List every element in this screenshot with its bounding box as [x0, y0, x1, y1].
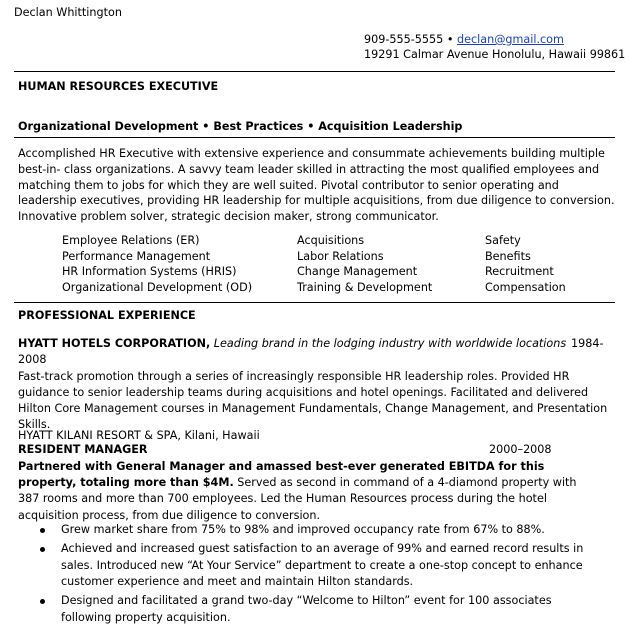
divider [14, 137, 615, 138]
skills-column-1 [62, 233, 252, 295]
bullet-text: Designed and facilitated a grand two-day “Welcome to Hilton” event for 100 associates following property acquisition. [61, 594, 552, 624]
achievement-list [40, 522, 600, 629]
skill-item: Change Management [297, 265, 418, 279]
company-name: HYATT HOTELS CORPORATION, [18, 337, 211, 350]
bullet-icon [40, 599, 45, 604]
bullet-icon [40, 547, 45, 552]
skills-column-2 [297, 233, 432, 295]
candidate-name: Declan Whittington [14, 6, 122, 19]
contact-separator: • [446, 33, 454, 46]
bullet-text: Achieved and increased guest satisfaction to an average of 99% and earned record results in sales. Introduced new “At Your Service” department to create a one-stop concept to enhance customer experience and meet and maintain Hilton standards. [61, 541, 584, 589]
experience-heading: PROFESSIONAL EXPERIENCE [18, 309, 196, 322]
skill-item: Benefits [485, 249, 531, 263]
bullet-icon [40, 528, 45, 533]
company-dates-start: 1984- [571, 337, 604, 350]
list-item [40, 522, 600, 539]
company-description: Leading brand in the lodging industry with worldwide locations [213, 337, 567, 350]
bullet-text: Grew market share from 75% to 98% and improved occupancy rate from 67% to 88%. [61, 523, 545, 536]
role-summary [18, 459, 600, 524]
tagline: Organizational Development • Best Practices • Acquisition Leadership [18, 120, 463, 133]
divider [14, 302, 615, 303]
skills-column-3 [485, 233, 566, 295]
company-summary: Fast-track promotion through a series of increasingly responsible HR leadership roles. Provided HR guidance to senior leadership teams during acquisitions and hotel openings. Facilitated and delivered Hilton Core Management courses in Management Fundamentals, Change Management, and Presentation Skills. [18, 370, 608, 431]
skill-item: Acquisitions [297, 234, 365, 247]
divider [14, 71, 615, 72]
company-dates-end: 2008 [18, 353, 47, 366]
role-summary-text: Served as second in command of a 4-diamond property with 387 rooms and more than 700 employees. Led the Human Resources process during the hotel acquisition process, from due diligence to conversion. [18, 476, 577, 522]
list-item [40, 593, 600, 627]
role-title: RESIDENT MANAGER [18, 443, 148, 456]
skill-item: Employee Relations (ER) [62, 234, 200, 247]
company-line [18, 337, 567, 350]
list-item [40, 541, 600, 591]
contact-line-1 [364, 32, 625, 47]
role-summary-highlight: Partnered with General Manager and amassed best-ever generated EBITDA for this property, totaling more than $4M. [18, 460, 545, 490]
resume-title: HUMAN RESOURCES EXECUTIVE [18, 80, 219, 93]
skill-item: HR Information Systems (HRIS) [62, 265, 237, 279]
summary-paragraph: Accomplished HR Executive with extensive experience and consummate achievements building multiple best-in- class organizations. A savvy team leader skilled in attracting the most qualified employees and matching them to jobs for which they are well suited. Pivotal contributor to senior operating and leadership executives, providing HR leadership for multiple acquisitions, from due diligence to conversion. Innovative problem solver, strategic decision maker, strong communicator. [18, 147, 615, 224]
contact-block [364, 32, 625, 62]
role-dates: 2000–2008 [489, 443, 552, 456]
property-line: HYATT KILANI RESORT & SPA, Kilani, Hawaii [18, 429, 260, 442]
address: 19291 Calmar Avenue Honolulu, Hawaii 99861 [364, 48, 626, 61]
skill-item: Labor Relations [297, 249, 384, 263]
phone-number: 909-555-5555 [364, 33, 444, 46]
skill-item: Training & Development [297, 280, 433, 294]
email-link[interactable]: declan@gmail.com [457, 33, 564, 46]
skill-item: Compensation [485, 280, 566, 294]
skill-item: Performance Management [62, 249, 211, 263]
skill-item: Safety [485, 234, 521, 247]
skill-item: Organizational Development (OD) [62, 280, 253, 294]
skill-item: Recruitment [485, 265, 554, 279]
